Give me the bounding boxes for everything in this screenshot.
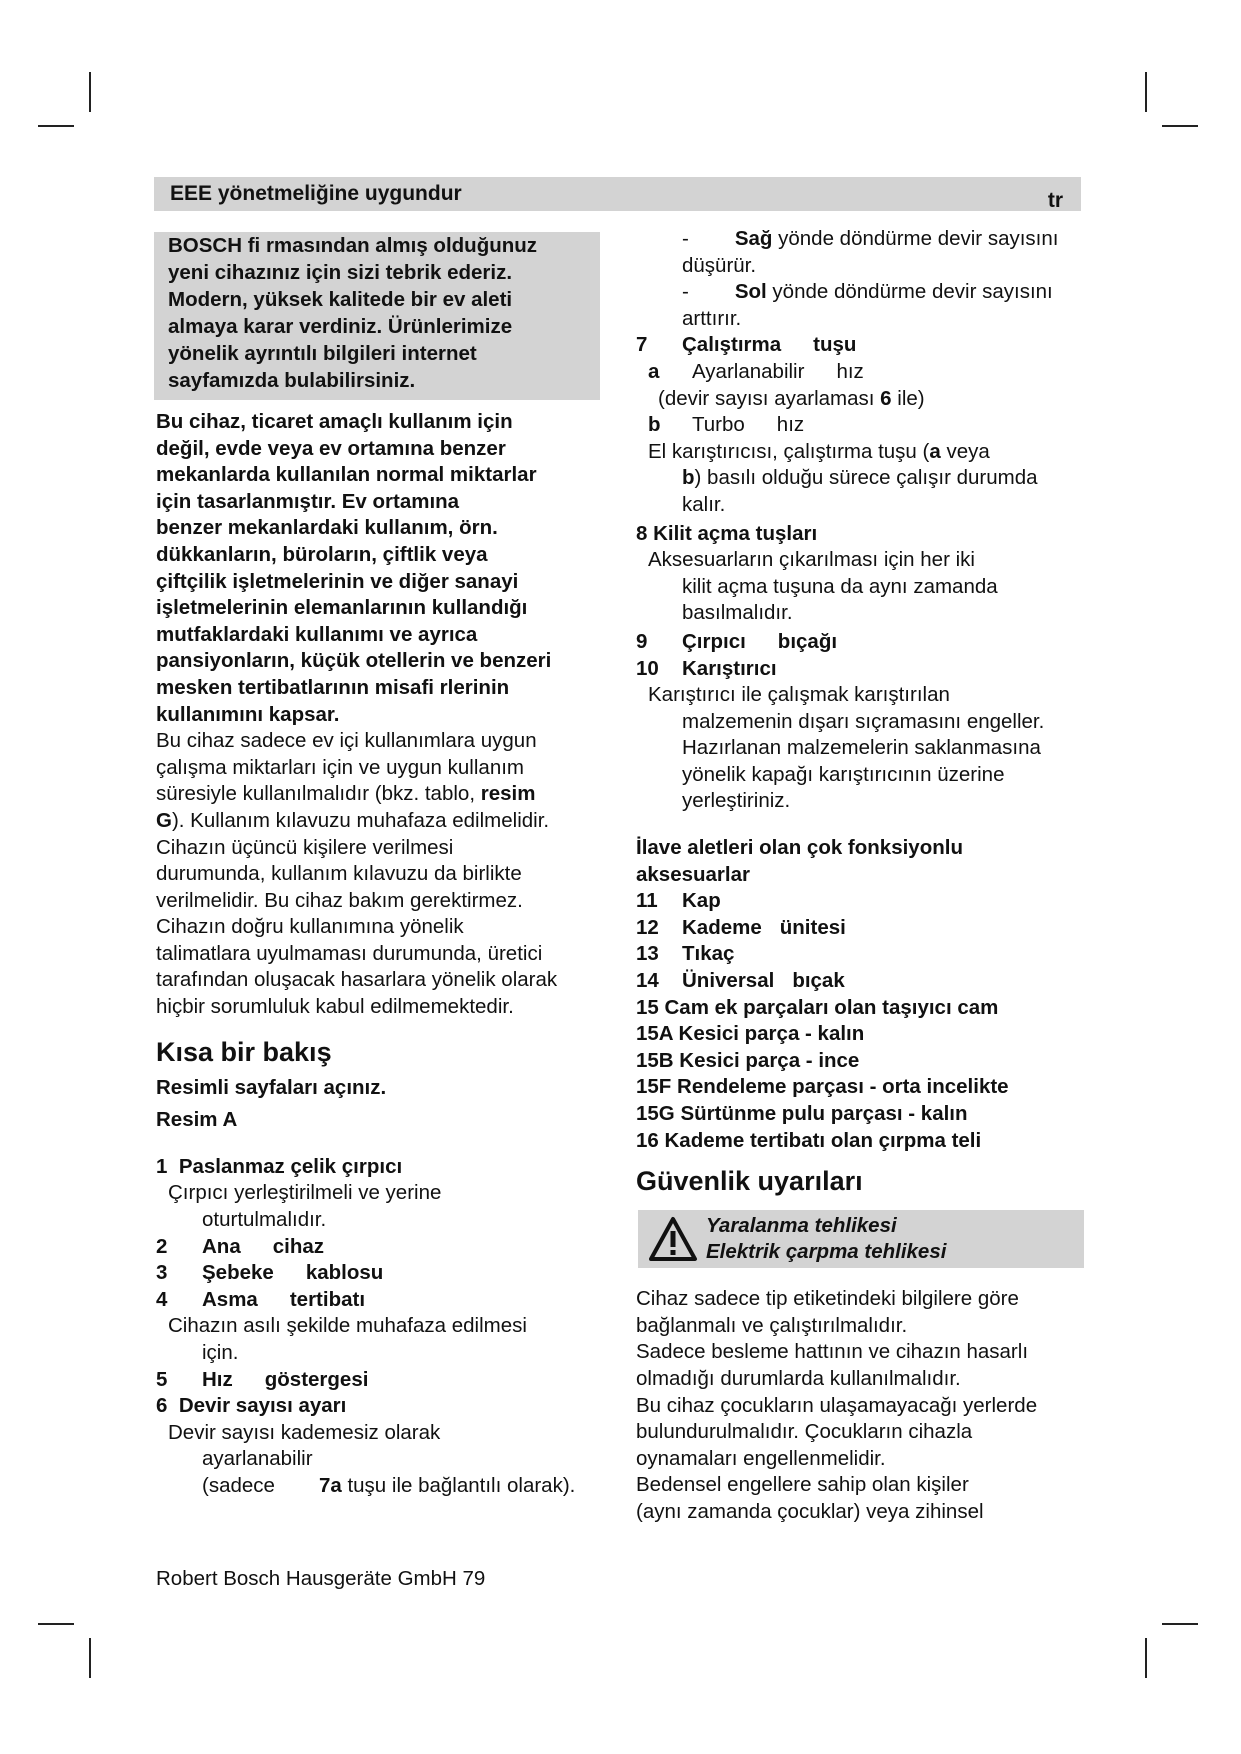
item-label: Tıkaç bbox=[682, 942, 735, 966]
list-item bbox=[636, 629, 1106, 656]
text-line: Sadece besleme hattının ve cihazın hasarlı bbox=[636, 1340, 1029, 1364]
item-label: kablosu bbox=[305, 1261, 384, 1285]
item-label: Kap bbox=[682, 889, 721, 913]
text-line: işletmelerinin elemanlarının kullandığı bbox=[156, 596, 528, 620]
header-title: EEE yönetmeliğine uygundur bbox=[170, 182, 462, 205]
text-span: b bbox=[682, 466, 695, 490]
text-line bbox=[156, 781, 606, 808]
text-line: çalışma miktarları için ve uygun kullanım bbox=[156, 755, 524, 779]
text-span: Sağ bbox=[734, 227, 773, 250]
item-label: Asma bbox=[202, 1287, 258, 1311]
text-span: 6 bbox=[880, 386, 892, 410]
left-column bbox=[156, 232, 606, 1500]
intro-line: yeni cihazınız için sizi tebrik ederiz. bbox=[168, 261, 513, 284]
list-item: 15G Sürtünme pulu parçası - kalın bbox=[636, 1102, 968, 1125]
list-item bbox=[156, 1393, 606, 1420]
text-line: talimatlara uyulmaması durumunda, üretici bbox=[156, 941, 543, 965]
item-desc: basılmalıdır. bbox=[682, 601, 793, 625]
list-item bbox=[636, 332, 1106, 359]
text-line: için tasarlanmıştır. Ev ortamına bbox=[156, 489, 460, 513]
overview-heading: Kısa bir bakış bbox=[156, 1036, 332, 1067]
page-footer: Robert Bosch Hausgeräte GmbH 79 bbox=[156, 1567, 486, 1590]
intro-box bbox=[154, 232, 600, 400]
figure-label: Resim A bbox=[156, 1108, 238, 1132]
item-label: Hız bbox=[202, 1367, 233, 1391]
safety-heading: Güvenlik uyarıları bbox=[636, 1166, 863, 1197]
list-item bbox=[636, 915, 1106, 942]
text-line: mesken tertibatlarının misafi rlerinin bbox=[156, 675, 510, 699]
crop-mark bbox=[38, 1623, 74, 1625]
parts-list-a bbox=[156, 1154, 606, 1500]
safety-paragraph bbox=[636, 1286, 1106, 1525]
item-label: bıçağı bbox=[777, 629, 838, 653]
dash-item: - Sol yönde döndürme devir sayısını bbox=[682, 280, 1053, 304]
list-item bbox=[156, 1367, 606, 1394]
text-line: verilmelidir. Bu cihaz bakım gerektirmez. bbox=[156, 888, 523, 912]
language-code: tr bbox=[1047, 189, 1063, 212]
item-label: tertibatı bbox=[289, 1287, 366, 1311]
crop-mark bbox=[1145, 72, 1147, 112]
list-item: 8 Kilit açma tuşları bbox=[636, 521, 818, 545]
item-label: Üniversal bbox=[682, 969, 775, 993]
sub-item bbox=[636, 359, 1106, 386]
text-line bbox=[156, 808, 606, 835]
dash-item: - Sağ yönde döndürme devir sayısını bbox=[682, 227, 1059, 250]
accessories-heading: aksesuarlar bbox=[636, 862, 750, 886]
text-span: yönde döndürme devir sayısını bbox=[766, 280, 1053, 304]
intro-line: almaya karar verdiniz. Ürünlerimize bbox=[168, 315, 513, 338]
text-span: Sol bbox=[734, 280, 767, 304]
accessories-heading: İlave aletleri olan çok fonksiyonlu bbox=[636, 836, 963, 860]
crop-mark bbox=[89, 1638, 91, 1678]
text-span: 7a bbox=[318, 1473, 342, 1497]
list-item: 15B Kesici parça - ince bbox=[636, 1048, 860, 1072]
item-desc: yerleştiriniz. bbox=[682, 789, 791, 813]
item-number: 12 bbox=[636, 915, 659, 939]
text-span: El karıştırıcısı, çalıştırma tuşu ( bbox=[648, 439, 930, 463]
text-span: hız bbox=[836, 359, 864, 383]
intro-line: BOSCH fi rmasından almış olduğunuz bbox=[168, 234, 538, 257]
item-desc: Karıştırıcı ile çalışmak karıştırılan bbox=[648, 683, 950, 707]
sub-item bbox=[636, 412, 1106, 439]
sub-item-letter: b bbox=[648, 413, 661, 437]
open-pages-note: Resimli sayfaları açınız. bbox=[156, 1075, 387, 1099]
item-desc: Hazırlanan malzemelerin saklanmasına bbox=[682, 736, 1041, 760]
text-line: pansiyonların, küçük otellerin ve benzeri bbox=[156, 649, 552, 673]
usage-bold-paragraph bbox=[156, 409, 606, 728]
intro-line: sayfamızda bulabilirsiniz. bbox=[168, 369, 416, 392]
item-number: 2 bbox=[156, 1234, 168, 1258]
item-number: 10 bbox=[636, 656, 659, 680]
item-label: göstergesi bbox=[264, 1367, 369, 1391]
figure-ref: resim bbox=[480, 782, 536, 806]
item-number: 1 bbox=[156, 1154, 168, 1178]
text-span: ) basılı olduğu sürece çalışır durumda bbox=[694, 466, 1038, 490]
text-span: tuşu ile bağlantılı olarak). bbox=[341, 1473, 576, 1497]
list-item bbox=[156, 1234, 606, 1261]
item-label: Çalıştırma bbox=[682, 333, 782, 357]
item-label: tuşu bbox=[813, 333, 857, 357]
text-line: olmadığı durumlarda kullanılmalıdır. bbox=[636, 1366, 961, 1390]
warning-electric: Elektrik çarpma tehlikesi bbox=[706, 1240, 947, 1264]
item-desc: kalır. bbox=[682, 492, 726, 516]
text-line: oynamaları engellenmelidir. bbox=[636, 1446, 886, 1470]
dash-cont: arttırır. bbox=[682, 306, 742, 330]
warning-triangle-icon bbox=[648, 1216, 698, 1262]
text-span: (devir sayısı ayarlaması bbox=[658, 386, 881, 410]
item-number: 5 bbox=[156, 1367, 168, 1391]
list-item bbox=[156, 1287, 606, 1314]
text-line: değil, evde veya ev ortamına benzer bbox=[156, 436, 506, 460]
text-line: Cihazın üçüncü kişilere verilmesi bbox=[156, 835, 454, 859]
item-label: Çırpıcı bbox=[682, 629, 746, 653]
list-item: 16 Kademe tertibatı olan çırpma teli bbox=[636, 1128, 982, 1152]
text-line: hiçbir sorumluluk kabul edilmemektedir. bbox=[156, 995, 514, 1019]
item-label: Şebeke bbox=[202, 1261, 274, 1285]
item-desc bbox=[156, 1473, 606, 1500]
item-number: 11 bbox=[636, 889, 658, 913]
text-span: yönde döndürme devir sayısını bbox=[772, 227, 1059, 250]
item-number: 6 bbox=[156, 1394, 168, 1418]
list-item: 15F Rendeleme parçası - orta incelikte bbox=[636, 1075, 1009, 1099]
text-line: çiftçilik işletmelerinin ve diğer sanayi bbox=[156, 569, 519, 593]
text-line: Bu cihaz çocukların ulaşamayacağı yerlerde bbox=[636, 1393, 1038, 1417]
text-line: bağlanmalı ve çalıştırılmalıdır. bbox=[636, 1313, 908, 1337]
item-number: 14 bbox=[636, 969, 659, 993]
list-item bbox=[636, 968, 1106, 995]
item-label: Kademe bbox=[682, 915, 762, 939]
list-item: 15A Kesici parça - kalın bbox=[636, 1022, 865, 1046]
item-number: 9 bbox=[636, 629, 648, 653]
sub-item-note bbox=[636, 386, 1106, 413]
list-item bbox=[636, 888, 1106, 915]
item-label: bıçak bbox=[792, 969, 845, 993]
item-label: Karıştırıcı bbox=[682, 656, 777, 680]
item-label: Devir sayısı ayarı bbox=[178, 1394, 347, 1418]
sub-item-letter: a bbox=[648, 359, 660, 383]
item-desc: için. bbox=[202, 1341, 239, 1364]
header-bar bbox=[154, 177, 1081, 211]
text-line: mutfaklardaki kullanımı ve ayrıca bbox=[156, 622, 478, 646]
text-span: veya bbox=[940, 439, 990, 463]
crop-mark bbox=[1145, 1638, 1147, 1678]
intro-line: yönelik ayrıntılı bilgileri internet bbox=[168, 342, 477, 365]
dash-cont: düşürür. bbox=[682, 253, 757, 277]
right-column bbox=[636, 226, 1106, 1526]
text-line: Cihazın doğru kullanımına yönelik bbox=[156, 915, 464, 939]
item-desc: Cihazın asılı şekilde muhafaza edilmesi bbox=[168, 1314, 527, 1338]
item-desc: oturtulmalıdır. bbox=[202, 1208, 327, 1232]
item-desc: yönelik kapağı karıştırıcının üzerine bbox=[682, 762, 1005, 786]
text-span: süresiyle kullanılmalıdır (bkz. tablo, bbox=[156, 782, 481, 806]
text-line: Cihaz sadece tip etiketindeki bilgilere göre bbox=[636, 1287, 1019, 1311]
text-line: durumunda, kullanım kılavuzu da birlikte bbox=[156, 862, 522, 886]
text-line: tarafından oluşacak hasarlara yönelik olarak bbox=[156, 968, 558, 992]
item-desc: ayarlanabilir bbox=[202, 1447, 313, 1471]
item-number: 4 bbox=[156, 1287, 168, 1311]
warning-injury: Yaralanma tehlikesi bbox=[706, 1214, 897, 1238]
item-number: 3 bbox=[156, 1261, 168, 1285]
text-span: ). Kullanım kılavuzu muhafaza edilmelidir. bbox=[171, 808, 550, 832]
crop-mark bbox=[1162, 1623, 1198, 1625]
warning-box bbox=[638, 1210, 1084, 1268]
text-span: Ayarlanabilir bbox=[692, 359, 805, 383]
crop-mark bbox=[38, 125, 74, 127]
text-span: (sadece bbox=[202, 1473, 275, 1497]
list-item bbox=[156, 1260, 606, 1287]
text-span: ile) bbox=[891, 386, 925, 410]
text-line: Bu cihaz sadece ev içi kullanımlara uygun bbox=[156, 729, 537, 753]
text-line: benzer mekanlardaki kullanım, örn. bbox=[156, 516, 498, 540]
text-line: mekanlarda kullanılan normal miktarlar bbox=[156, 463, 537, 487]
crop-mark bbox=[1162, 125, 1198, 127]
item-desc bbox=[636, 439, 1106, 466]
intro-line: Modern, yüksek kalitede bir ev aleti bbox=[168, 288, 513, 311]
text-line: bulundurulmalıdır. Çocukların cihazla bbox=[636, 1420, 973, 1444]
list-item bbox=[636, 941, 1106, 968]
item-number: 13 bbox=[636, 942, 659, 966]
item-desc: Aksesuarların çıkarılması için her iki bbox=[648, 548, 975, 572]
item-number: 7 bbox=[636, 333, 648, 357]
item-desc: Devir sayısı kademesiz olarak bbox=[168, 1420, 441, 1444]
figure-ref: G bbox=[156, 808, 172, 832]
text-span: a bbox=[929, 439, 941, 463]
text-line: kullanımını kapsar. bbox=[156, 702, 340, 726]
list-item bbox=[636, 656, 1106, 683]
text-line: Bu cihaz, ticaret amaçlı kullanım için bbox=[156, 410, 513, 433]
item-label: ünitesi bbox=[779, 915, 846, 939]
item-label: cihaz bbox=[272, 1234, 325, 1258]
item-desc: Çırpıcı yerleştirilmeli ve yerine bbox=[168, 1181, 442, 1205]
usage-paragraph bbox=[156, 728, 606, 1021]
item-desc: malzemenin dışarı sıçramasını engeller. bbox=[682, 709, 1045, 733]
text-span: hız bbox=[776, 413, 805, 437]
item-desc bbox=[636, 465, 1106, 492]
text-line: Bedensel engellere sahip olan kişiler bbox=[636, 1473, 969, 1497]
crop-mark bbox=[89, 72, 91, 112]
text-line: (aynı zamanda çocuklar) veya zihinsel bbox=[636, 1499, 984, 1523]
item-label: Ana bbox=[202, 1234, 241, 1258]
item-desc: kilit açma tuşuna da aynı zamanda bbox=[682, 574, 998, 598]
list-item bbox=[156, 1154, 606, 1181]
text-span: Turbo bbox=[692, 413, 745, 437]
text-line: dükkanların, büroların, çiftlik veya bbox=[156, 542, 488, 566]
item-label: Paslanmaz çelik çırpıcı bbox=[178, 1154, 403, 1178]
list-item: 15 Cam ek parçaları olan taşıyıcı cam bbox=[636, 995, 999, 1019]
